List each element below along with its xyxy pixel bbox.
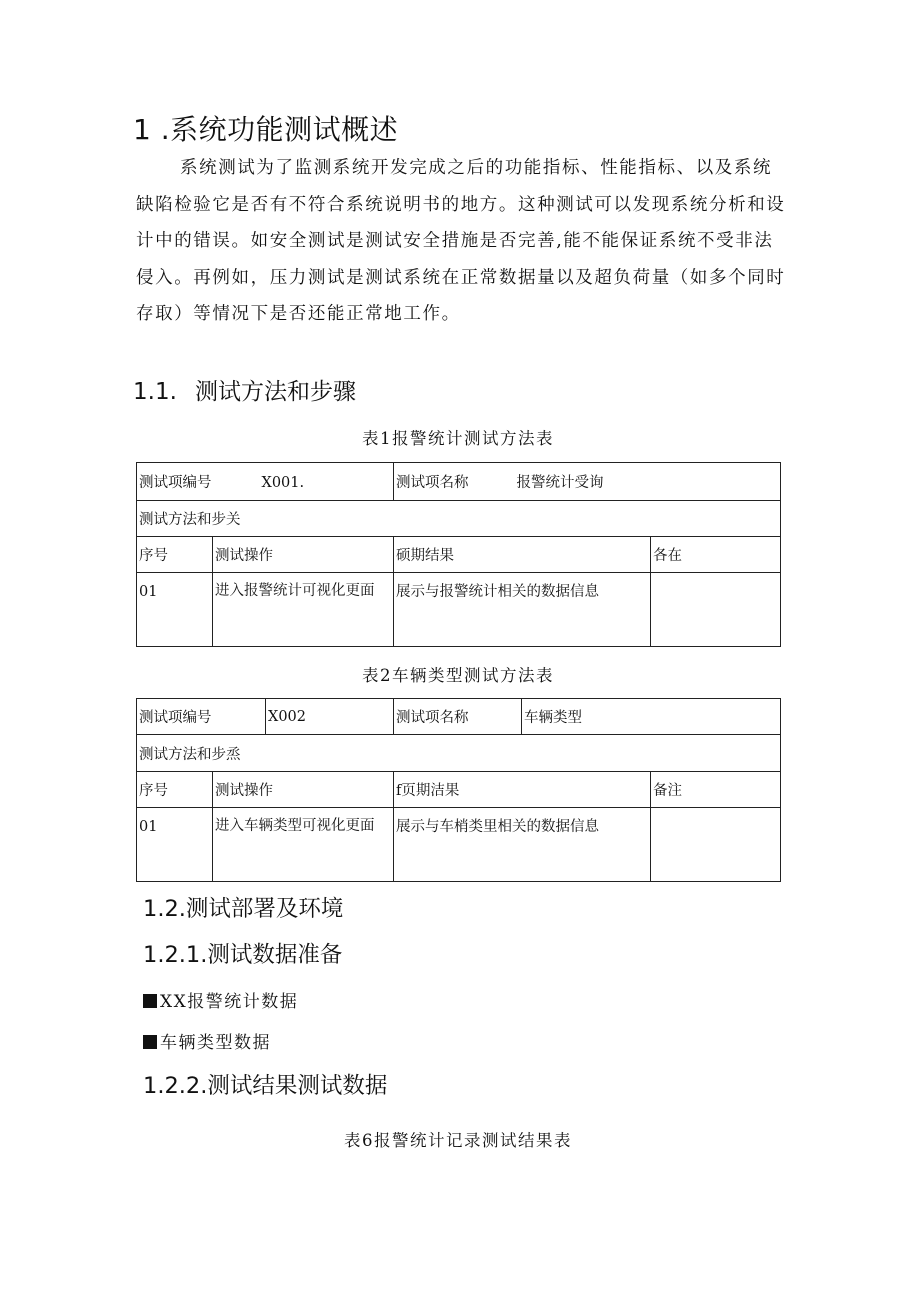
section-1-2-1-heading: 1.2.1.测试数据准备 bbox=[143, 942, 343, 968]
square-bullet-icon bbox=[143, 994, 157, 1008]
header-seq: 序号 bbox=[137, 772, 213, 808]
table-6-caption: 表6报警统计记录测试结果表 bbox=[344, 1131, 572, 1150]
section-1-1-heading bbox=[133, 373, 356, 406]
test-id-value: X001. bbox=[261, 475, 305, 491]
table-row bbox=[137, 501, 781, 537]
cell-operation: 进入车辆类型可视化更面 bbox=[213, 808, 394, 882]
cell-seq: 01 bbox=[137, 573, 213, 647]
method-label-cell: 测试方法和步烝 bbox=[137, 735, 781, 772]
table-1 bbox=[136, 462, 781, 647]
header-operation: 测试操作 bbox=[213, 772, 394, 808]
test-name-value: 报警统计受询 bbox=[516, 475, 604, 491]
test-name-value-cell: 车辆类型 bbox=[522, 699, 781, 735]
table-header-row bbox=[137, 772, 781, 808]
header-expected: 硕期结果 bbox=[394, 537, 651, 573]
square-bullet-icon bbox=[143, 1035, 157, 1049]
paragraph-text: 系统测试为了监测系统开发完成之后的功能指标、性能指标、以及系统缺陷检验它是否有不符合系统说明书的地方。这种测试可以发现系统分析和设计中的错误。如安全测试是测试安全措施是否完善,能不能保证系统不受非法侵入。再例如，压力测试是测试系统在正常数据量以及超负荷量（如多个同时存取）等情况下是否还能正常地工作。 bbox=[136, 158, 786, 325]
section-1-2-heading: 1.2.测试部署及环境 bbox=[143, 896, 344, 922]
test-id-cell bbox=[137, 463, 394, 501]
table-row bbox=[137, 463, 781, 501]
header-remark: 各在 bbox=[651, 537, 781, 573]
header-seq: 序号 bbox=[137, 537, 213, 573]
table-1-caption: 表1报警统计测试方法表 bbox=[362, 429, 554, 448]
header-expected: f页期洁果 bbox=[394, 772, 651, 808]
cell-expected: 展示与报警统计相关的数据信息 bbox=[394, 573, 651, 647]
bullet-text: XX报警统计数据 bbox=[160, 992, 299, 1012]
test-name-cell bbox=[394, 463, 781, 501]
section-title: 测试方法和步骤 bbox=[195, 379, 356, 405]
section-1-heading: 1 .系统功能测试概述 bbox=[133, 113, 399, 146]
cell-remark bbox=[651, 808, 781, 882]
cell-seq: 01 bbox=[137, 808, 213, 882]
table-header-row bbox=[137, 537, 781, 573]
section-number: 1.1. bbox=[133, 379, 177, 405]
test-id-value-cell: X002 bbox=[266, 699, 394, 735]
table-2 bbox=[136, 698, 781, 882]
table-row bbox=[137, 699, 781, 735]
method-label-cell: 测试方法和步关 bbox=[137, 501, 781, 537]
bullet-item bbox=[143, 1028, 271, 1053]
table-2-caption: 表2车辆类型测试方法表 bbox=[362, 666, 554, 685]
table-row bbox=[137, 573, 781, 647]
table-row bbox=[137, 735, 781, 772]
test-name-label: 测试项名称 bbox=[396, 475, 469, 491]
section-1-2-2-heading: 1.2.2.测试结果测试数据 bbox=[143, 1073, 388, 1099]
cell-operation: 进入报警统计可视化更面 bbox=[213, 573, 394, 647]
test-id-label-cell: 测试项编号 bbox=[137, 699, 266, 735]
test-name-label-cell: 测试项名称 bbox=[394, 699, 522, 735]
bullet-text: 车辆类型数据 bbox=[160, 1033, 271, 1053]
test-id-label: 测试项编号 bbox=[139, 475, 212, 491]
cell-remark bbox=[651, 573, 781, 647]
table-row bbox=[137, 808, 781, 882]
header-operation: 测试操作 bbox=[213, 537, 394, 573]
header-remark: 备注 bbox=[651, 772, 781, 808]
section-1-paragraph bbox=[136, 150, 788, 333]
bullet-item bbox=[143, 987, 298, 1012]
cell-expected: 展示与车梢类里相关的数据信息 bbox=[394, 808, 651, 882]
